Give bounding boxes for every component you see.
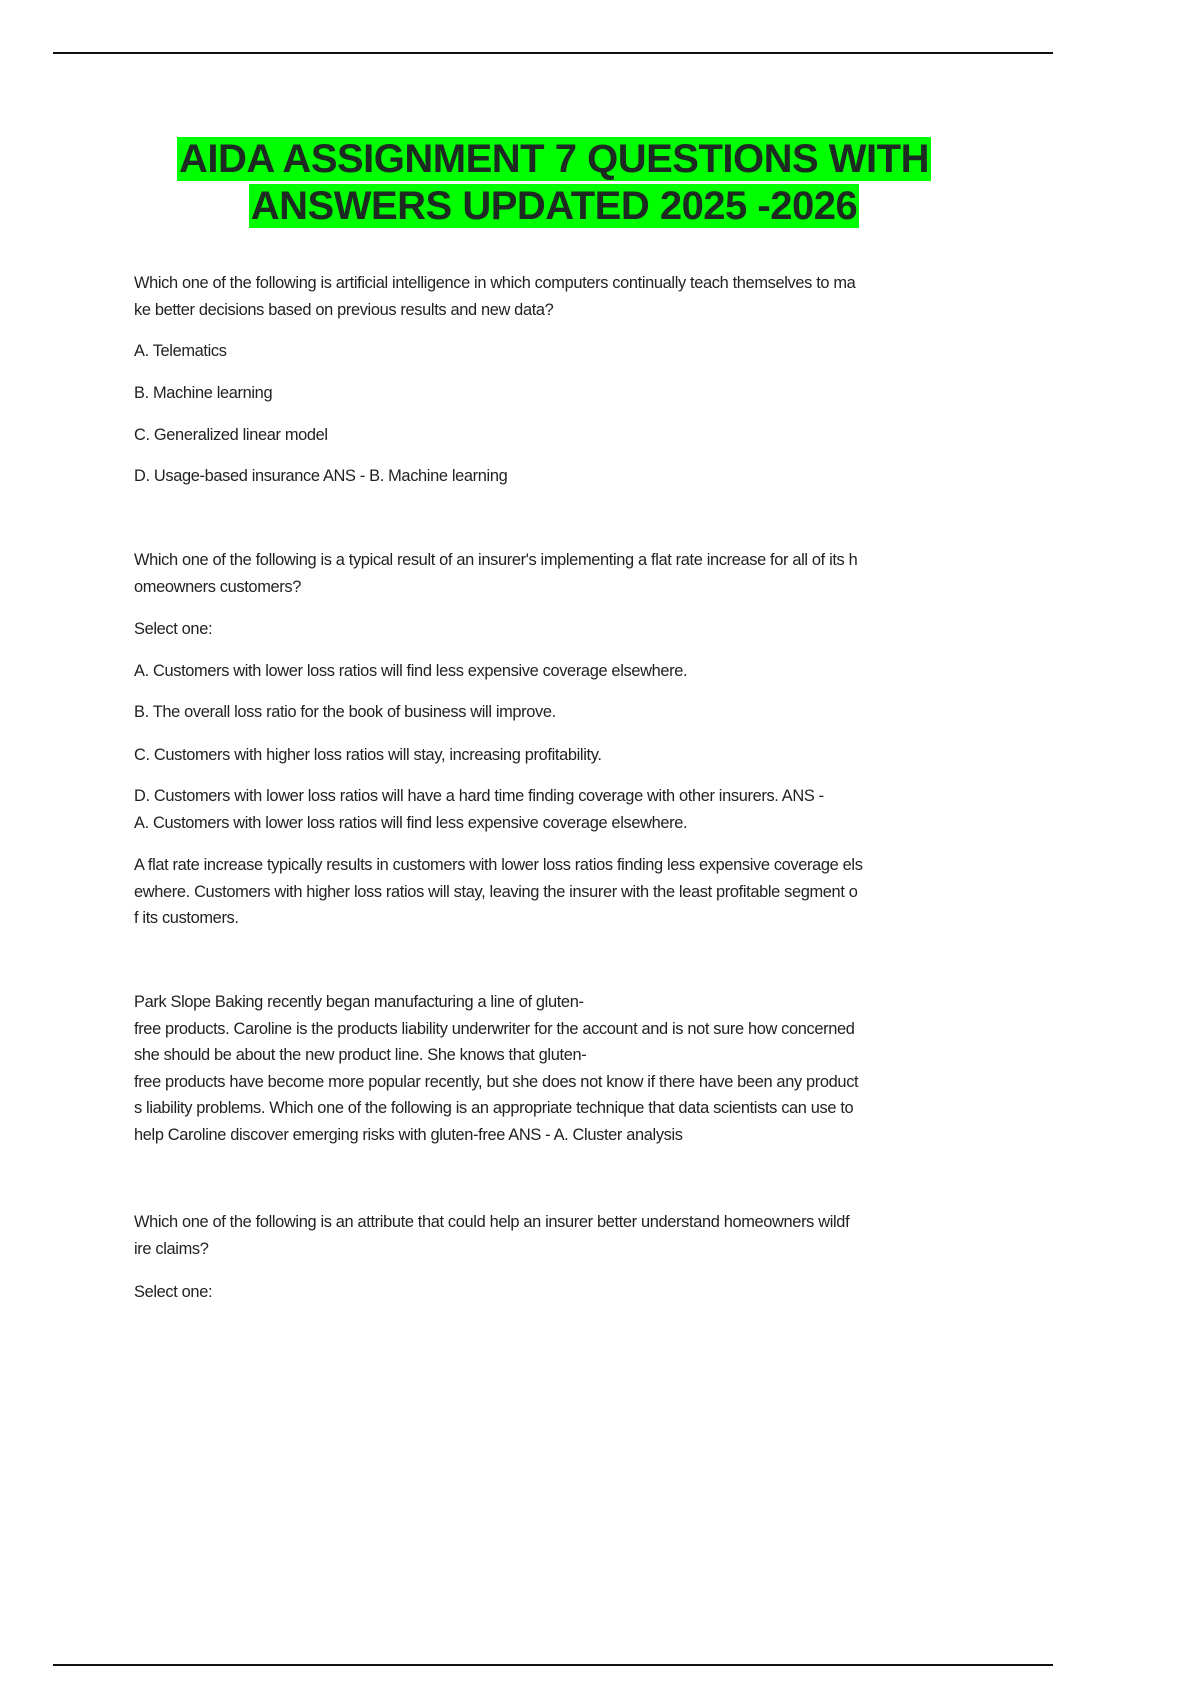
text-line: C. Generalized linear model [134, 426, 328, 444]
text-line: Select one: [134, 1283, 213, 1301]
text-line: A. Telematics [134, 342, 227, 360]
text-line: Select one: [134, 620, 213, 638]
q1-option-c [134, 422, 1034, 449]
text-line: C. Customers with higher loss ratios will stay, increasing profitability. [134, 746, 602, 764]
text-line: Which one of the following is a typical result of an insurer's implementing a flat rate increase for all of its h [134, 551, 858, 569]
q1-option-b [134, 380, 1034, 407]
q2-option-b [134, 699, 1034, 726]
header-rule [53, 52, 1053, 54]
text-line: Which one of the following is artificial intelligence in which computers continually teach themselves to ma [134, 274, 856, 292]
text-line: A flat rate increase typically results in customers with lower loss ratios finding less expensive coverage els [134, 856, 863, 874]
q1-option-a [134, 338, 1034, 365]
text-line: D. Customers with lower loss ratios will have a hard time finding coverage with other insurers. ANS - [134, 787, 824, 805]
text-line: omeowners customers? [134, 577, 301, 596]
text-line: ke better decisions based on previous results and new data? [134, 300, 554, 319]
text-line: free products have become more popular recently, but she does not know if there have been any product [134, 1072, 859, 1091]
text-line: B. Machine learning [134, 384, 273, 402]
q2-select-one [134, 616, 1034, 643]
question-1 [134, 270, 1034, 323]
title-line-2: ANSWERS UPDATED 2025 -2026 [250, 184, 858, 228]
text-line: ire claims? [134, 1239, 209, 1258]
text-line: f its customers. [134, 909, 239, 927]
text-line: Park Slope Baking recently began manufacturing a line of gluten- [134, 993, 584, 1011]
text-line: D. Usage-based insurance ANS - B. Machine learning [134, 467, 508, 485]
document-title [0, 136, 1108, 230]
q2-option-c [134, 742, 1034, 769]
question-2 [134, 547, 1034, 600]
text-line: ewhere. Customers with higher loss ratios will stay, leaving the insurer with the least profitable segment o [134, 882, 858, 901]
text-line: A. Customers with lower loss ratios will find less expensive coverage elsewhere. [134, 662, 688, 680]
footer-rule [53, 1664, 1053, 1666]
title-line-1: AIDA ASSIGNMENT 7 QUESTIONS WITH [179, 137, 929, 181]
q2-option-a [134, 658, 1034, 685]
text-line: s liability problems. Which one of the following is an appropriate technique that data scientists can use to [134, 1099, 854, 1117]
question-4 [134, 1209, 1034, 1262]
text-line: A. Customers with lower loss ratios will find less expensive coverage elsewhere. [134, 813, 688, 832]
q2-option-d-answer [134, 783, 1034, 836]
question-3-answer [134, 989, 1034, 1148]
text-line: she should be about the new product line. She knows that gluten- [134, 1046, 587, 1064]
q1-option-d-answer [134, 463, 1034, 490]
text-line: B. The overall loss ratio for the book of business will improve. [134, 703, 556, 721]
q2-explanation [134, 852, 1034, 932]
text-line: Which one of the following is an attribute that could help an insurer better understand homeowners wildf [134, 1213, 850, 1231]
q4-select-one [134, 1279, 1034, 1306]
text-line: help Caroline discover emerging risks with gluten-free ANS - A. Cluster analysis [134, 1125, 683, 1144]
text-line: free products. Caroline is the products liability underwriter for the account and is not sure how concerned [134, 1019, 855, 1038]
